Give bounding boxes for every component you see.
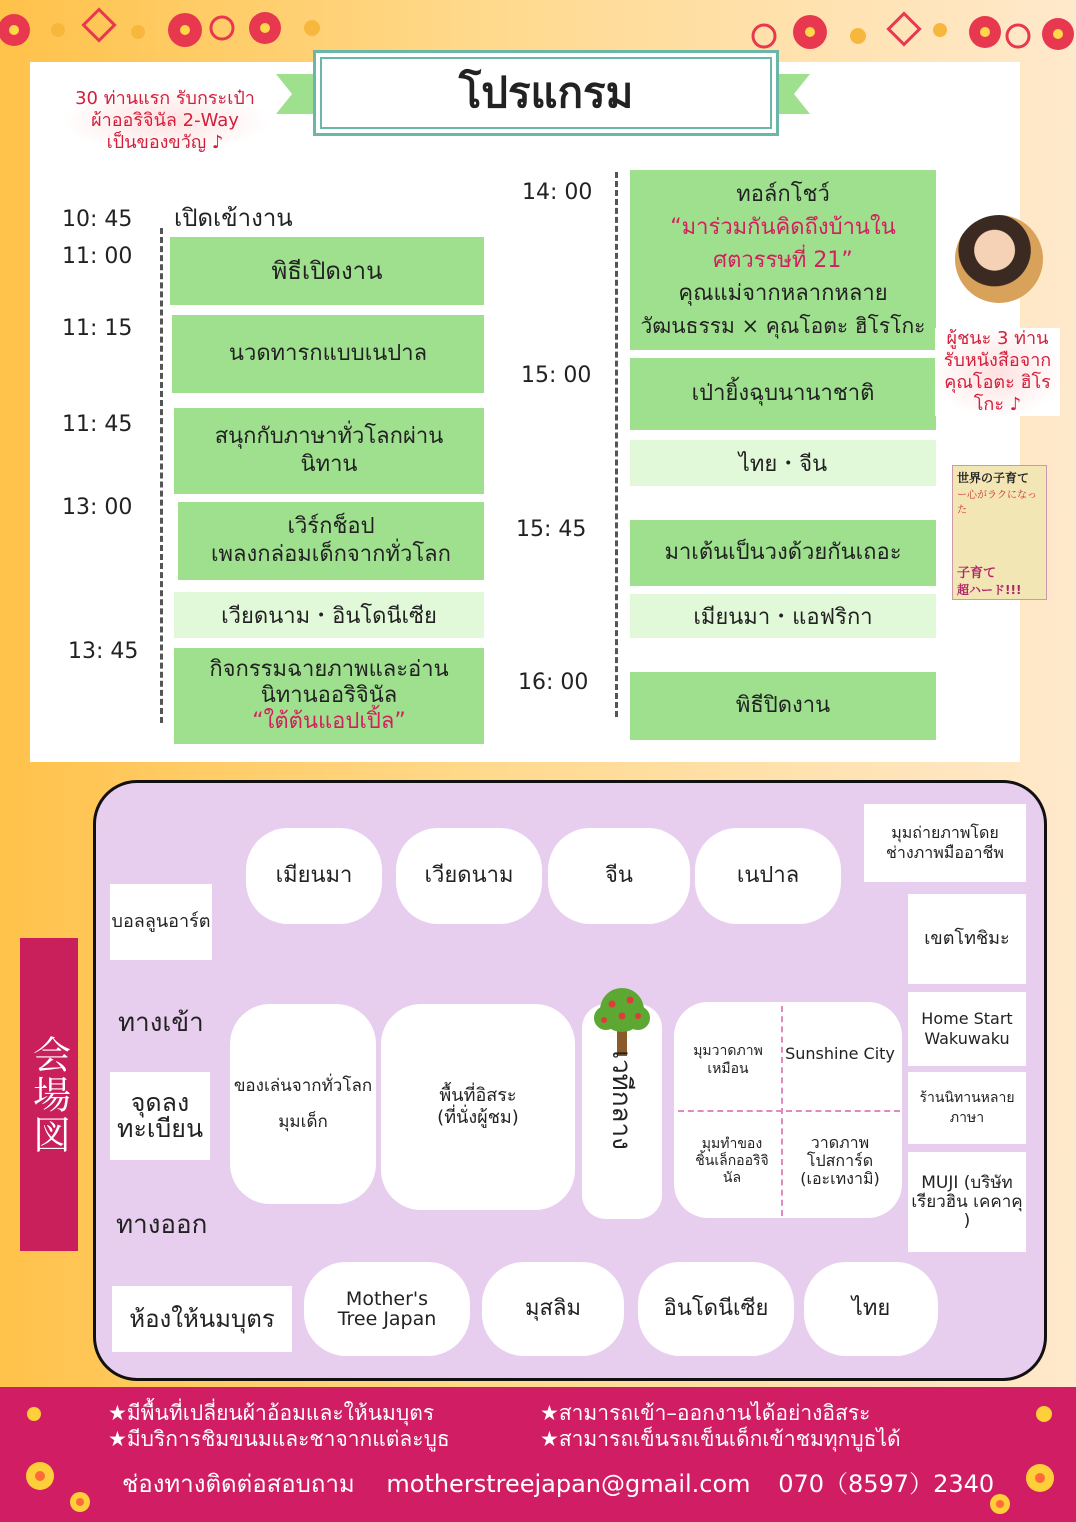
book-cover: 世界の子育て ー心がラクになった 子育て 超ハード!!!	[952, 465, 1047, 600]
contact-line	[122, 1464, 994, 1503]
lullaby-workshop: เวิร์กช็อป เพลงกล่อมเด็กจากทั่วโลก	[178, 502, 484, 580]
muji-booth: MUJI (บริษัท เรียวฮิน เคคาคุ )	[908, 1152, 1026, 1252]
contact-email[interactable]: motherstreejapan@gmail.com	[386, 1470, 751, 1498]
postcard-painting-booth: วาดภาพ โปสการ์ด (เอะเทงามิ)	[800, 1133, 880, 1188]
multilingual-bookstore: ร้านนิทานหลายภาษา	[908, 1072, 1026, 1144]
timeline-divider	[160, 228, 163, 723]
contact-phone[interactable]: 070（8597）2340	[778, 1470, 995, 1498]
peekaboo-countries: ไทย・จีน	[630, 440, 936, 486]
time-label: 11: 00	[62, 244, 133, 269]
free-seating-area: พื้นที่อิสระ (ที่นั่งผู้ชม)	[381, 1004, 575, 1210]
time-label: 10: 45	[62, 207, 133, 232]
time-label: 15: 00	[521, 363, 592, 388]
speaker-avatar	[955, 215, 1043, 303]
booth-muslim: มุสลิม	[482, 1262, 624, 1356]
photo-corner: มุมถ่ายภาพโดย ช่างภาพมืออาชีพ	[864, 804, 1026, 882]
home-start-booth: Home Start Wakuwaku	[908, 992, 1026, 1066]
program-title: โปรแกรม	[313, 50, 779, 136]
peekaboo-activity: เป่ายิ้งฉุบนานาชาติ	[630, 358, 936, 430]
footer-notes-right: ★สามารถเข้า–ออกงานได้อย่างอิสระ ★สามารถเข็นรถเข็นเด็กเข้าชมทุกบูธได้	[540, 1401, 901, 1451]
timeline-divider	[615, 172, 618, 717]
kids-toy-corner: ของเล่นจากทั่วโลก มุมเด็ก	[230, 1004, 376, 1204]
gift-note: 30 ท่านแรก รับกระเป๋า ผ้าออริจินัล 2-Way เป็นของขวัญ ♪	[60, 88, 270, 154]
open-entry-label: เปิดเข้างาน	[174, 204, 293, 232]
time-label: 11: 15	[62, 316, 133, 341]
shadow-storytelling: กิจกรรมฉายภาพและอ่าน นิทานออริจินัล “ใต้ต้นแอปเปิ้ล”	[174, 648, 484, 744]
registration-desk: จุดลง ทะเบียน	[110, 1072, 210, 1160]
balloon-art: บอลลูนอาร์ต	[110, 884, 212, 960]
opening-ceremony: พิธีเปิดงาน	[170, 237, 484, 305]
dance-countries: เมียนมา・แอฟริกา	[630, 594, 936, 638]
entrance-label: ทางเข้า	[118, 1008, 204, 1038]
booth-thailand: ไทย	[804, 1262, 938, 1356]
nepal-baby-massage: นวดทารกแบบเนปาล	[172, 315, 484, 393]
time-label: 16: 00	[518, 670, 589, 695]
flower-decoration-footer-left	[0, 1392, 110, 1522]
venue-map-label: 会場図	[20, 938, 78, 1251]
portrait-drawing-corner: มุมวาดภาพ เหมือน	[693, 1043, 763, 1077]
closing-ceremony: พิธีปิดงาน	[630, 672, 936, 740]
circle-dance: มาเต้นเป็นวงด้วยกันเถอะ	[630, 520, 936, 586]
booth-myanmar: เมียนมา	[246, 828, 382, 924]
time-label: 14: 00	[522, 180, 593, 205]
time-label: 13: 45	[68, 639, 139, 664]
booth-divider	[678, 1110, 900, 1112]
footer-notes-left: ★มีพื้นที่เปลี่ยนผ้าอ้อมและให้นมบุตร ★มีบริการชิมขนมและชาจากแต่ละบูธ	[108, 1401, 450, 1451]
time-label: 15: 45	[516, 517, 587, 542]
booth-indonesia: อินโดนีเซีย	[638, 1262, 794, 1356]
booth-vietnam: เวียดนาม	[396, 828, 542, 924]
sunshine-city-booth: Sunshine City	[785, 1044, 895, 1063]
booth-china: จีน	[548, 828, 690, 924]
nursing-room: ห้องให้นมบุตร	[112, 1286, 292, 1352]
booth-mothers-tree-japan: Mother's Tree Japan	[304, 1262, 470, 1356]
talk-show: ทอล์กโชว์ “มาร่วมกันคิดถึงบ้านใน ศตวรรษที่ 21” คุณแม่จากหลากหลาย วัฒนธรรม × คุณโอตะ ฮิโรโกะ	[630, 170, 936, 350]
language-story-activity: สนุกกับภาษาทั่วโลกผ่าน นิทาน	[174, 408, 484, 494]
winner-note: ผู้ชนะ 3 ท่าน รับหนังสือจาก คุณโอตะ ฮิโร โกะ ♪	[935, 328, 1060, 416]
main-stage-label: เวทีกลาง	[606, 1050, 636, 1150]
booth-nepal: เนปาล	[695, 828, 841, 924]
workshop-countries: เวียดนาม・อินโดนีเซีย	[174, 592, 484, 638]
contact-label: ช่องทางติดต่อสอบถาม	[122, 1470, 355, 1498]
time-label: 11: 45	[62, 412, 133, 437]
time-label: 13: 00	[62, 495, 133, 520]
exit-label: ทางออก	[116, 1210, 208, 1240]
toshima-ward-booth: เขตโทชิมะ	[908, 894, 1026, 984]
original-craft-corner: มุมทำของ ชิ้นเล็กออริจิ นัล	[695, 1135, 769, 1186]
